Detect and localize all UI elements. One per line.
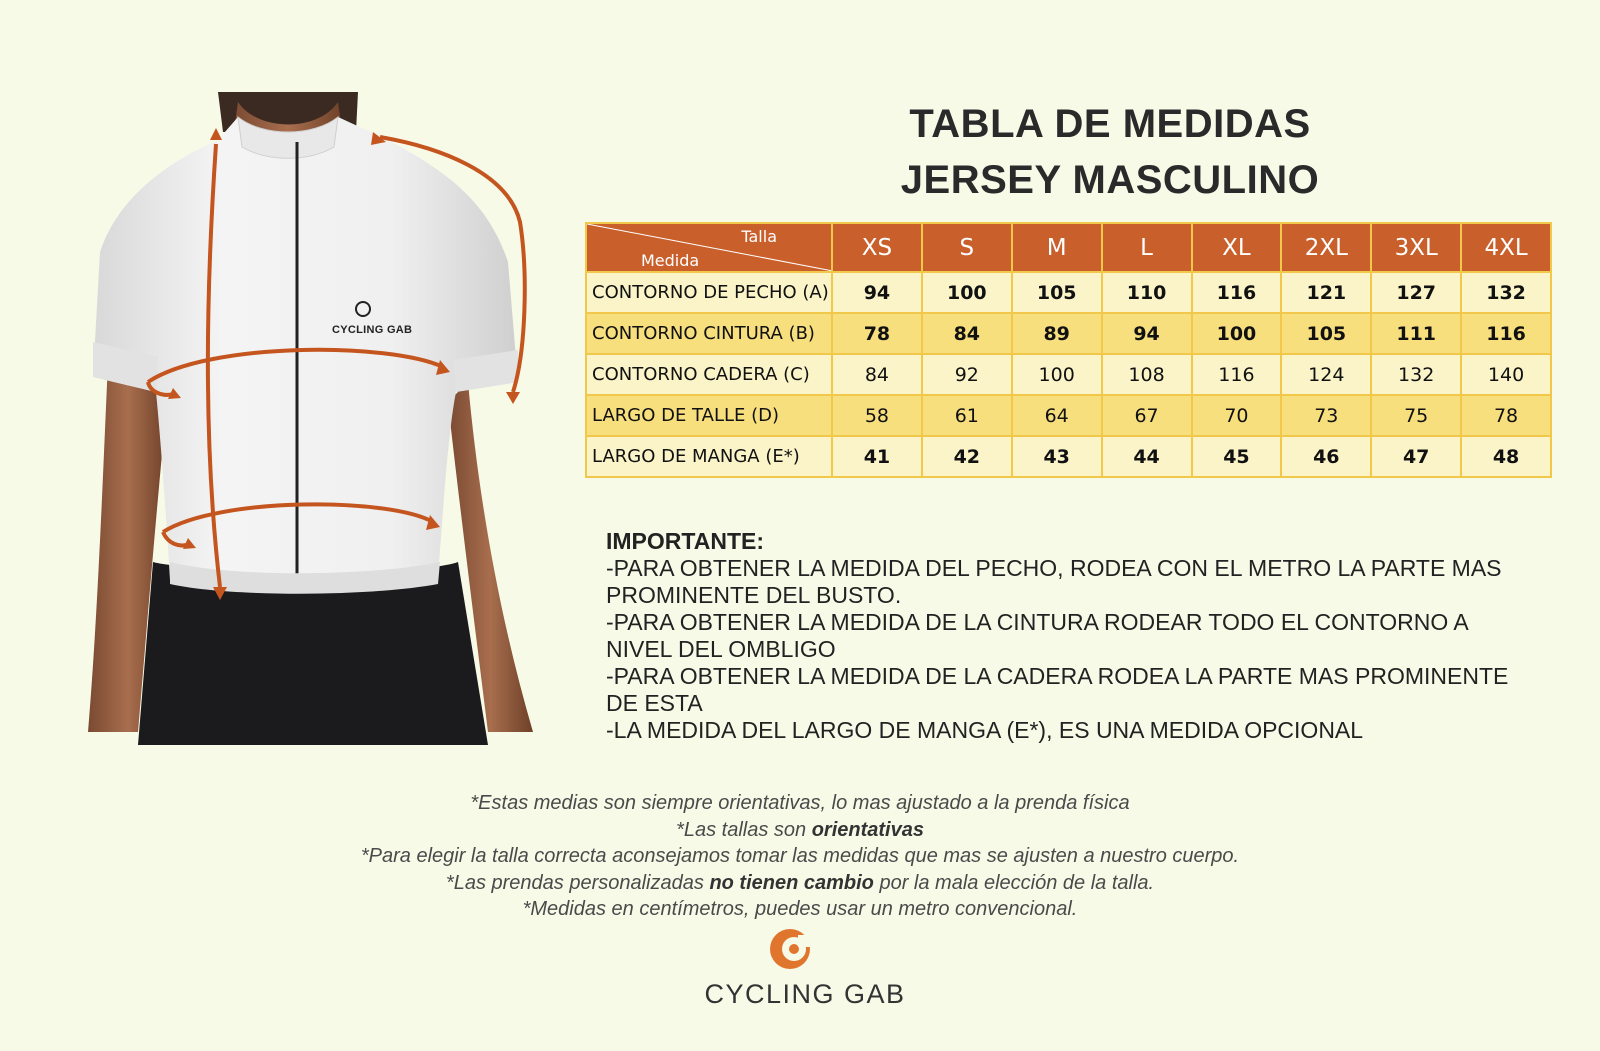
table-cell: 78: [1461, 395, 1551, 436]
note-line: *Estas medias son siempre orientativas, lo mas ajustado a la prenda física: [470, 792, 1130, 814]
logo-mark-icon: [690, 925, 920, 979]
table-cell: 89: [1012, 313, 1102, 354]
jersey-figure: [88, 92, 533, 745]
note-text: por la mala elección de la talla.: [873, 871, 1155, 894]
note-line: [250, 870, 1350, 897]
corner-cell: [586, 223, 832, 272]
row-label: LARGO DE TALLE (D): [586, 395, 832, 436]
table-cell: 132: [1461, 272, 1551, 313]
table-cell: 92: [922, 354, 1012, 395]
row-label: LARGO DE MANGA (E*): [586, 436, 832, 477]
size-header: L: [1102, 223, 1192, 272]
table-cell: 64: [1012, 395, 1102, 436]
table-cell: 140: [1461, 354, 1551, 395]
table-cell: 116: [1192, 354, 1282, 395]
important-heading: IMPORTANTE:: [606, 528, 765, 554]
corner-diagonal: [587, 224, 832, 271]
jersey-illustration: [88, 92, 533, 745]
table-row: [586, 272, 1551, 313]
important-section: [606, 528, 1536, 744]
size-header: XL: [1192, 223, 1282, 272]
logo-text: CYCLING GAB: [704, 979, 906, 1009]
table-cell: 48: [1461, 436, 1551, 477]
page-title: [780, 96, 1440, 208]
table-cell: 84: [832, 354, 922, 395]
table-cell: 45: [1192, 436, 1282, 477]
table-cell: 58: [832, 395, 922, 436]
size-header: XS: [832, 223, 922, 272]
size-header-row: [586, 223, 1551, 272]
table-cell: 42: [922, 436, 1012, 477]
table-cell: 70: [1192, 395, 1282, 436]
important-item: -PARA OBTENER LA MEDIDA DE LA CINTURA RODEAR TODO EL CONTORNO A NIVEL DEL OMBLIGO: [606, 609, 1468, 662]
jersey-brand-text: CYCLING GAB: [332, 324, 413, 336]
table-cell: 84: [922, 313, 1012, 354]
row-label: CONTORNO CINTURA (B): [586, 313, 832, 354]
table-cell: 116: [1192, 272, 1282, 313]
brand-logo: [690, 925, 920, 1009]
size-header: 4XL: [1461, 223, 1551, 272]
table-cell: 46: [1281, 436, 1371, 477]
table-cell: 100: [1192, 313, 1282, 354]
important-item: -PARA OBTENER LA MEDIDA DE LA CADERA RODEA LA PARTE MAS PROMINENTE DE ESTA: [606, 663, 1509, 716]
table-cell: 127: [1371, 272, 1461, 313]
table-cell: 44: [1102, 436, 1192, 477]
corner-talla-label: Talla: [741, 227, 777, 246]
table-cell: 110: [1102, 272, 1192, 313]
table-row: [586, 436, 1551, 477]
note-emphasis: no tienen cambio: [709, 871, 874, 894]
size-header: 2XL: [1281, 223, 1371, 272]
size-table: [585, 222, 1552, 478]
table-cell: 105: [1281, 313, 1371, 354]
note-line: [250, 817, 1350, 844]
footnotes: [250, 790, 1350, 923]
table-cell: 105: [1012, 272, 1102, 313]
table-cell: 94: [832, 272, 922, 313]
table-cell: 108: [1102, 354, 1192, 395]
table-cell: 116: [1461, 313, 1551, 354]
table-cell: 100: [1012, 354, 1102, 395]
note-line: *Para elegir la talla correcta aconsejamos tomar las medidas que mas se ajusten a nuestro cuerpo.: [360, 845, 1240, 867]
table-row: [586, 313, 1551, 354]
note-text: *Las prendas personalizadas: [445, 871, 710, 894]
table-cell: 75: [1371, 395, 1461, 436]
table-cell: 121: [1281, 272, 1371, 313]
size-header: S: [922, 223, 1012, 272]
table-cell: 94: [1102, 313, 1192, 354]
note-text: *Las tallas son: [676, 818, 812, 841]
size-header: 3XL: [1371, 223, 1461, 272]
title-line-1: TABLA DE MEDIDAS: [909, 102, 1311, 146]
table-row: [586, 395, 1551, 436]
title-line-2: JERSEY MASCULINO: [900, 158, 1320, 202]
table-cell: 61: [922, 395, 1012, 436]
corner-medida-label: Medida: [641, 251, 700, 270]
note-line: *Medidas en centímetros, puedes usar un metro convencional.: [522, 898, 1078, 920]
table-cell: 111: [1371, 313, 1461, 354]
important-item: -LA MEDIDA DEL LARGO DE MANGA (E*), ES UNA MEDIDA OPCIONAL: [606, 717, 1364, 743]
table-row: [586, 354, 1551, 395]
table-cell: 47: [1371, 436, 1461, 477]
table-cell: 132: [1371, 354, 1461, 395]
size-header: M: [1012, 223, 1102, 272]
row-label: CONTORNO CADERA (C): [586, 354, 832, 395]
table-cell: 78: [832, 313, 922, 354]
note-emphasis: orientativas: [811, 818, 924, 841]
table-cell: 124: [1281, 354, 1371, 395]
table-cell: 100: [922, 272, 1012, 313]
important-item: -PARA OBTENER LA MEDIDA DEL PECHO, RODEA CON EL METRO LA PARTE MAS PROMINENTE DEL BUSTO.: [606, 555, 1502, 608]
row-label: CONTORNO DE PECHO (A): [586, 272, 832, 313]
table-cell: 73: [1281, 395, 1371, 436]
table-cell: 43: [1012, 436, 1102, 477]
table-cell: 67: [1102, 395, 1192, 436]
table-cell: 41: [832, 436, 922, 477]
